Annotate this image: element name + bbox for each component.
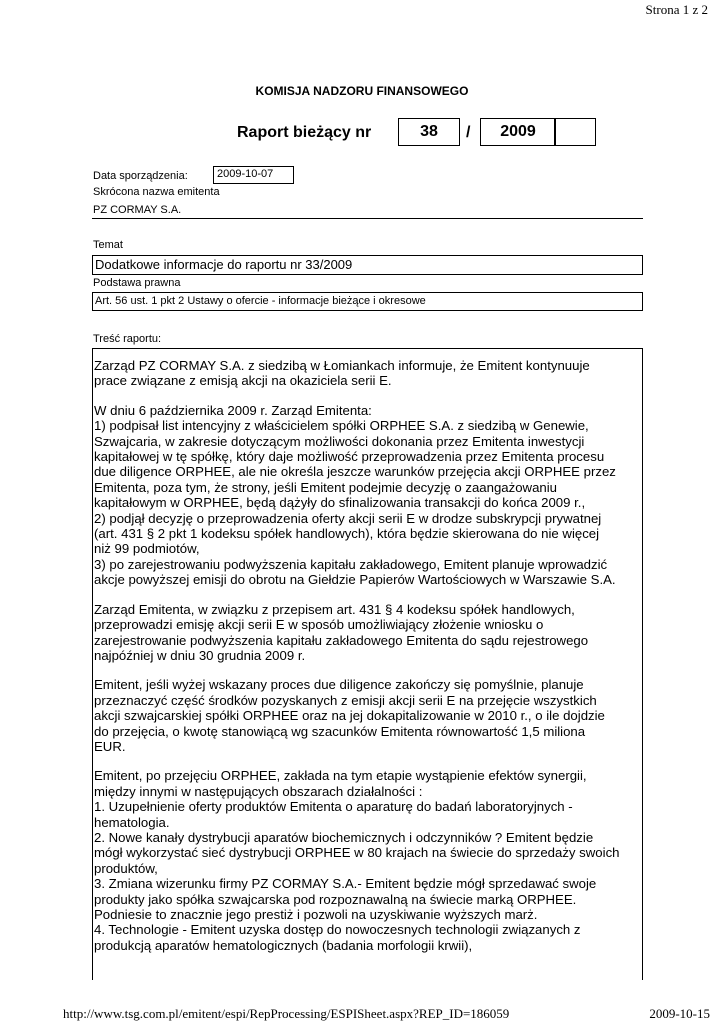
topic-label: Temat [93,239,123,251]
report-year-box: 2009 [480,118,556,146]
paragraph: Zarząd PZ CORMAY S.A. z siedzibą w Łomiankach informuje, że Emitent kontynuuje prace związane z emisją akcji na okaziciela serii E. [94,358,590,389]
page-number: Strona 1 z 2 [645,2,708,17]
paragraph: W dniu 6 października 2009 r. Zarząd Emitenta: 1) podpisał list intencyjny z właścicielem spółki ORPHEE S.A. z siedzibą w Genewie, Szwajcaria, w zakresie dotyczącym możliwości dokonania przez Emitenta inwestycji kapitałowej w tę spółkę, który daje możliwość przeprowadzenia przez Emitenta procesu due diligence ORPHEE, ale nie określa jeszcze warunków przejęcia akcji ORPHEE przez Emitenta, poza tym, że strony, jeśli Emitent podejmie decyzję o zaangażowaniu kapitałowym w ORPHEE, będą dążyły do sfinalizowania transakcji do końca 2009 r., 2) podjął decyzję o przeprowadzenia oferty akcji serii E w drodze subskrypcji prywatnej (art. 431 § 2 pkt 1 kodeksu spółek handlowych), która będzie skierowana do nie więcej niż 99 podmiotów, 3) po zarejestrowaniu podwyższenia kapitału zakładowego, Emitent planuje wprowadzić akcje powyższej emisji do obrotu na Giełdzie Papierów Wartościowych w Warszawie S.A. [94,402,616,588]
date-label: Data sporządzenia: [93,170,188,182]
footer-url[interactable]: http://www.tsg.com.pl/emitent/espi/RepProcessing/ESPISheet.aspx?REP_ID=186059 [63,1006,510,1021]
issuer-value: PZ CORMAY S.A. [93,204,182,216]
date-value: 2009-10-07 [213,166,294,184]
report-title: Raport bieżący nr [237,124,372,141]
paragraph: Emitent, jeśli wyżej wskazany proces due diligence zakończy się pomyślnie, planuje przeznaczyć część środków pozyskanych z emisji akcji serii E na przejęcie wszystkich akcji szwajcarskiej spółki ORPHEE oraz na jej dokapitalizowanie w 2010 r., o ile dojdzie do przejęcia, o kwotę stanowiącą wg szacunków Emitenta równowartość 1,5 miliona EUR. [94,677,605,754]
report-number-separator: / [466,124,471,141]
issuer-label: Skrócona nazwa emitenta [93,186,220,198]
paragraph: Zarząd Emitenta, w związku z przepisem art. 431 § 4 kodeksu spółek handlowych, przeprowadzi emisję akcji serii E w sposób umożliwiający złożenie wniosku o zarejestrowanie podwyższenia kapitału zakładowego Emitenta do sądu rejestrowego najpóźniej w dniu 30 grudnia 2009 r. [94,601,589,663]
paragraph: Emitent, po przejęciu ORPHEE, zakłada na tym etapie wystąpienie efektów synergii, między innymi w następujących obszarach działalności : 1. Uzupełnienie oferty produktów Emitenta o aparaturę do badań laboratoryjnych - hematologia. 2. Nowe kanały dystrybucji aparatów biochemicznych i odczynników ? Emitent będzie mógł wykorzystać sieć dystrybucji ORPHEE w 80 krajach na świecie do sprzedaży swoich produktów, 3. Zmiana wizerunku firmy PZ CORMAY S.A.- Emitent będzie mógł sprzedawać swoje produkty jako spółka szwajcarska pod rozpoznawalną na świecie marką ORPHEE. Podniesie to znacznie jego prestiż i pozwoli na uzyskiwanie wyższych marż. 4. Technologie - Emitent uzyska dostęp do nowoczesnych technologii związanych z produkcją aparatów hematologicznych (badania morfologii krwii), [94,768,620,953]
legal-basis-label: Podstawa prawna [93,277,181,289]
report-content [92,348,643,980]
organization-title: KOMISJA NADZORU FINANSOWEGO [255,84,469,98]
legal-basis-value: Art. 56 ust. 1 pkt 2 Ustawy o ofercie - informacje bieżące i okresowe [92,292,643,311]
report-number-box: 38 [398,118,460,146]
footer-date: 2009-10-15 [649,1006,710,1021]
topic-value: Dodatkowe informacje do raportu nr 33/2009 [92,255,643,275]
report-extra-box [554,118,596,146]
content-label: Treść raportu: [93,333,162,345]
issuer-divider [92,218,643,219]
